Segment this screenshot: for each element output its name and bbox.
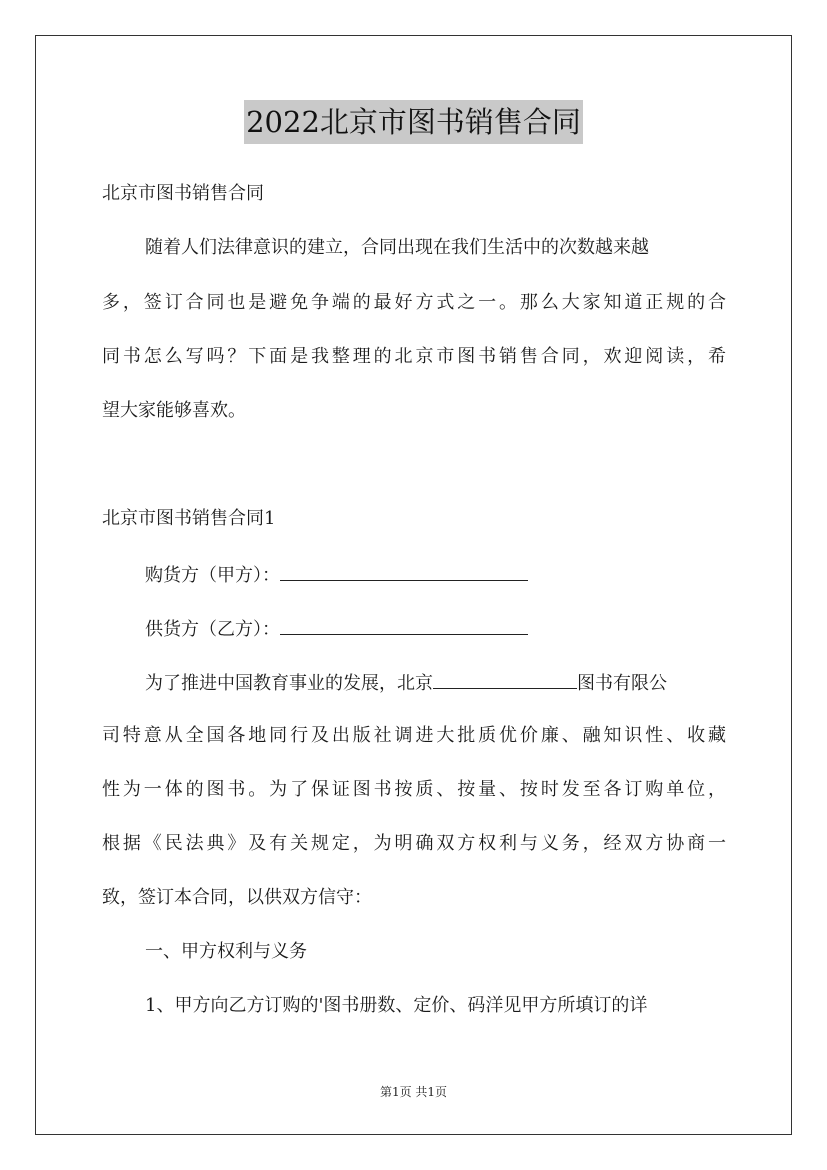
seller-row — [145, 616, 528, 642]
paragraph-line-4: 根据《民法典》及有关规定，为明确双方权利与义务，经双方协商一 — [102, 833, 726, 854]
intro-line-4: 望大家能够喜欢。 — [102, 400, 246, 421]
contract-heading: 北京市图书销售合同1 — [102, 508, 276, 529]
buyer-row — [145, 562, 528, 588]
document-title: 2022北京市图书销售合同 — [244, 100, 583, 144]
paragraph-line-1-pre: 为了推进中国教育事业的发展，北京 — [145, 673, 433, 694]
paragraph-line-3: 性为一体的图书。为了保证图书按质、按量、按时发至各订购单位， — [102, 779, 726, 800]
document-subtitle: 北京市图书销售合同 — [102, 183, 264, 204]
seller-blank-field[interactable] — [280, 616, 528, 635]
buyer-label: 购货方（甲方）： — [145, 565, 280, 586]
intro-line-1: 随着人们法律意识的建立，合同出现在我们生活中的次数越来越 — [145, 237, 649, 258]
title-container — [0, 100, 827, 144]
paragraph-line-1 — [145, 670, 667, 696]
paragraph-line-5: 致，签订本合同，以供双方信守： — [102, 887, 372, 908]
page-footer: 第1页 共1页 — [379, 1085, 448, 1099]
intro-line-2: 多，签订合同也是避免争端的最好方式之一。那么大家知道正规的合 — [102, 292, 726, 313]
company-name-blank-field[interactable] — [433, 670, 577, 689]
buyer-blank-field[interactable] — [280, 562, 528, 581]
section-1-heading: 一、甲方权利与义务 — [145, 941, 307, 962]
paragraph-line-2: 司特意从全国各地同行及出版社调进大批质优价廉、融知识性、收藏 — [102, 725, 726, 746]
paragraph-line-1-post: 图书有限公 — [577, 673, 667, 694]
item-1-text: 1、甲方向乙方订购的'图书册数、定价、码洋见甲方所填订的详 — [145, 995, 648, 1016]
seller-label: 供货方（乙方）： — [145, 619, 280, 640]
intro-line-3: 同书怎么写吗？下面是我整理的北京市图书销售合同，欢迎阅读，希 — [102, 346, 726, 367]
